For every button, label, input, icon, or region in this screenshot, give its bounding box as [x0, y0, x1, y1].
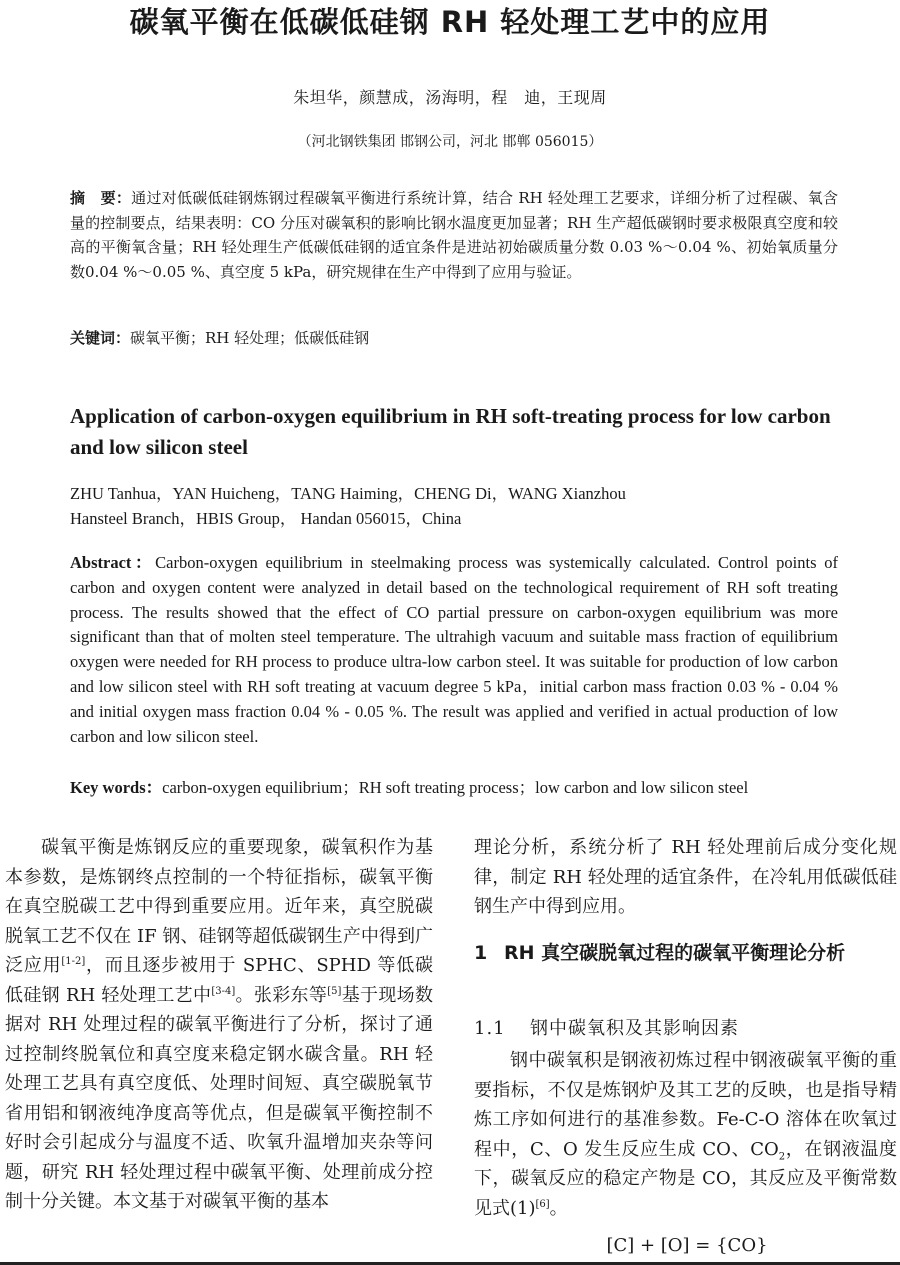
abstract-en-label: Abstract： — [70, 553, 156, 572]
english-title: Application of carbon-oxygen equilibrium in RH soft-treating process for low carbon and low silicon steel — [70, 404, 831, 459]
section-1-heading — [474, 937, 900, 970]
subsection-1-1-heading — [474, 1016, 900, 1042]
abstract-cn — [70, 186, 838, 284]
abstract-cn-text: 通过对低碳低硅钢炼钢过程碳氧平衡进行系统计算，结合 RH 轻处理工艺要求，详细分析了过程碳、氧含量的控制要点，结果表明：CO 分压对碳氧积的影响比钢水温度更加显著；RH 生产超低碳钢时要求极限真空度和较高的平衡氧含量；RH 轻处理生产低碳低硅钢的适宜条件是进站初始碳质量分数 0.03 %～0.04 %、初始氧质量分数0.04 %～0.05 %、真空度 5 kPa，研究规律在生产中得到了应用与验证。 — [70, 189, 838, 281]
citation: [5] — [327, 985, 342, 997]
body-right-paragraph — [474, 1046, 897, 1223]
citation: [6] — [535, 1198, 550, 1210]
body-text: 。张彩东等 — [235, 984, 328, 1006]
subscript: 2 — [778, 1151, 786, 1163]
body-text: 钢中碳氧积是钢液初炼过程中钢液碳氧平衡的重要指标，不仅是炼钢炉及其工艺的反映，也是指导精炼工序如何进行的基准参数。Fe-C-O 溶体在吹氧过程中，C、O 发生反应生成 CO、CO — [474, 1050, 897, 1160]
body-text: ，而且逐步被用于 SPHC、SPHD 等低碳低硅钢 RH 轻处理工艺中 — [5, 955, 433, 1006]
authors-cn: 朱坦华，颜慧成，汤海明，程 迪，王现周 — [293, 88, 607, 107]
authors-en: ZHU Tanhua，YAN Huicheng，TANG Haiming，CHENG Di，WANG Xianzhou — [70, 484, 626, 503]
subsection-title: 钢中碳氧积及其影响因素 — [530, 1018, 739, 1039]
citation: [3-4] — [211, 985, 236, 997]
body-text: ，在钢液温度下，碳氧反应的稳定产物是 CO，其反应及平衡常数见式(1) — [474, 1138, 898, 1219]
keywords-cn-label: 关键词： — [70, 329, 131, 347]
citation: [1-2] — [61, 956, 86, 967]
body-text: 。 — [549, 1197, 568, 1219]
keywords-en — [70, 777, 850, 799]
abstract-en — [70, 551, 838, 749]
keywords-en-label: Key words： — [70, 778, 163, 797]
body-text: 碳氧平衡是炼钢反应的重要现象，碳氧积作为基本参数，是炼钢终点控制的一个特征指标，碳氧平衡在真空脱碳工艺中得到重要应用。近年来，真空脱碳脱氧工艺不仅在 IF 钢、硅钢等超低碳钢生产中得到广泛应用 — [5, 837, 433, 976]
body-text: 基于现场数据对 RH 处理过程的碳氧平衡进行了分析，探讨了通过控制终脱氧位和真空度来稳定钢水碳含量。RH 轻处理工艺具有真空度低、处理时间短、真空碳脱氧节省用铝和钢液纯净度高等优点，但是碳氧平衡控制不好时会引起成分与温度不适、吹氧升温增加夹杂等问题，研究 RH 轻处理过程中碳氧平衡、处理前成分控制十分关键。本文基于对碳氧平衡的基本 — [5, 984, 433, 1212]
abstract-cn-label: 摘 要： — [70, 189, 132, 207]
paper-title: 碳氧平衡在低碳低硅钢 RH 轻处理工艺中的应用 — [129, 5, 771, 39]
keywords-cn-text: 碳氧平衡；RH 轻处理；低碳低硅钢 — [130, 329, 370, 347]
affiliation-en: Hansteel Branch，HBIS Group， Handan 056015，China — [70, 509, 462, 528]
section-title: RH 真空碳脱氧过程的碳氧平衡理论分析 — [504, 942, 846, 964]
keywords-cn — [70, 327, 838, 349]
abstract-en-text: Carbon-oxygen equilibrium in steelmaking process was systemically calculated. Control points of carbon and oxygen content were analyzed in detail based on the technological requirement of RH soft treating process. The results showed that the effect of CO partial pressure on carbon-oxygen equilibrium was more significant than that of molten steel temperature. The ultrahigh vacuum and suitable mass fraction of equilibrium oxygen were needed for RH process to produce ultra-low carbon steel. It was suitable for production of low carbon and low silicon steel with RH soft treating at vacuum degree 5 kPa，initial carbon mass fraction 0.03 % - 0.04 % and initial oxygen mass fraction 0.04 % - 0.05 %. The result was applied and verified in actual production of low carbon and low silicon steel. — [70, 553, 838, 746]
section-number: 1 — [474, 942, 488, 964]
body-right-column-intro: 理论分析，系统分析了 RH 轻处理前后成分变化规律，制定 RH 轻处理的适宜条件，在冷轧用低碳低硅钢生产中得到应用。 — [474, 837, 897, 917]
keywords-en-text: carbon-oxygen equilibrium；RH soft treating process；low carbon and low silicon steel — [162, 778, 749, 797]
body-left-column — [5, 833, 433, 1217]
subsection-number: 1.1 — [474, 1018, 506, 1039]
affiliation-cn: （河北钢铁集团 邯钢公司，河北 邯郸 056015） — [297, 134, 603, 150]
equation-1: [C] + [O] = {CO} — [606, 1235, 768, 1256]
